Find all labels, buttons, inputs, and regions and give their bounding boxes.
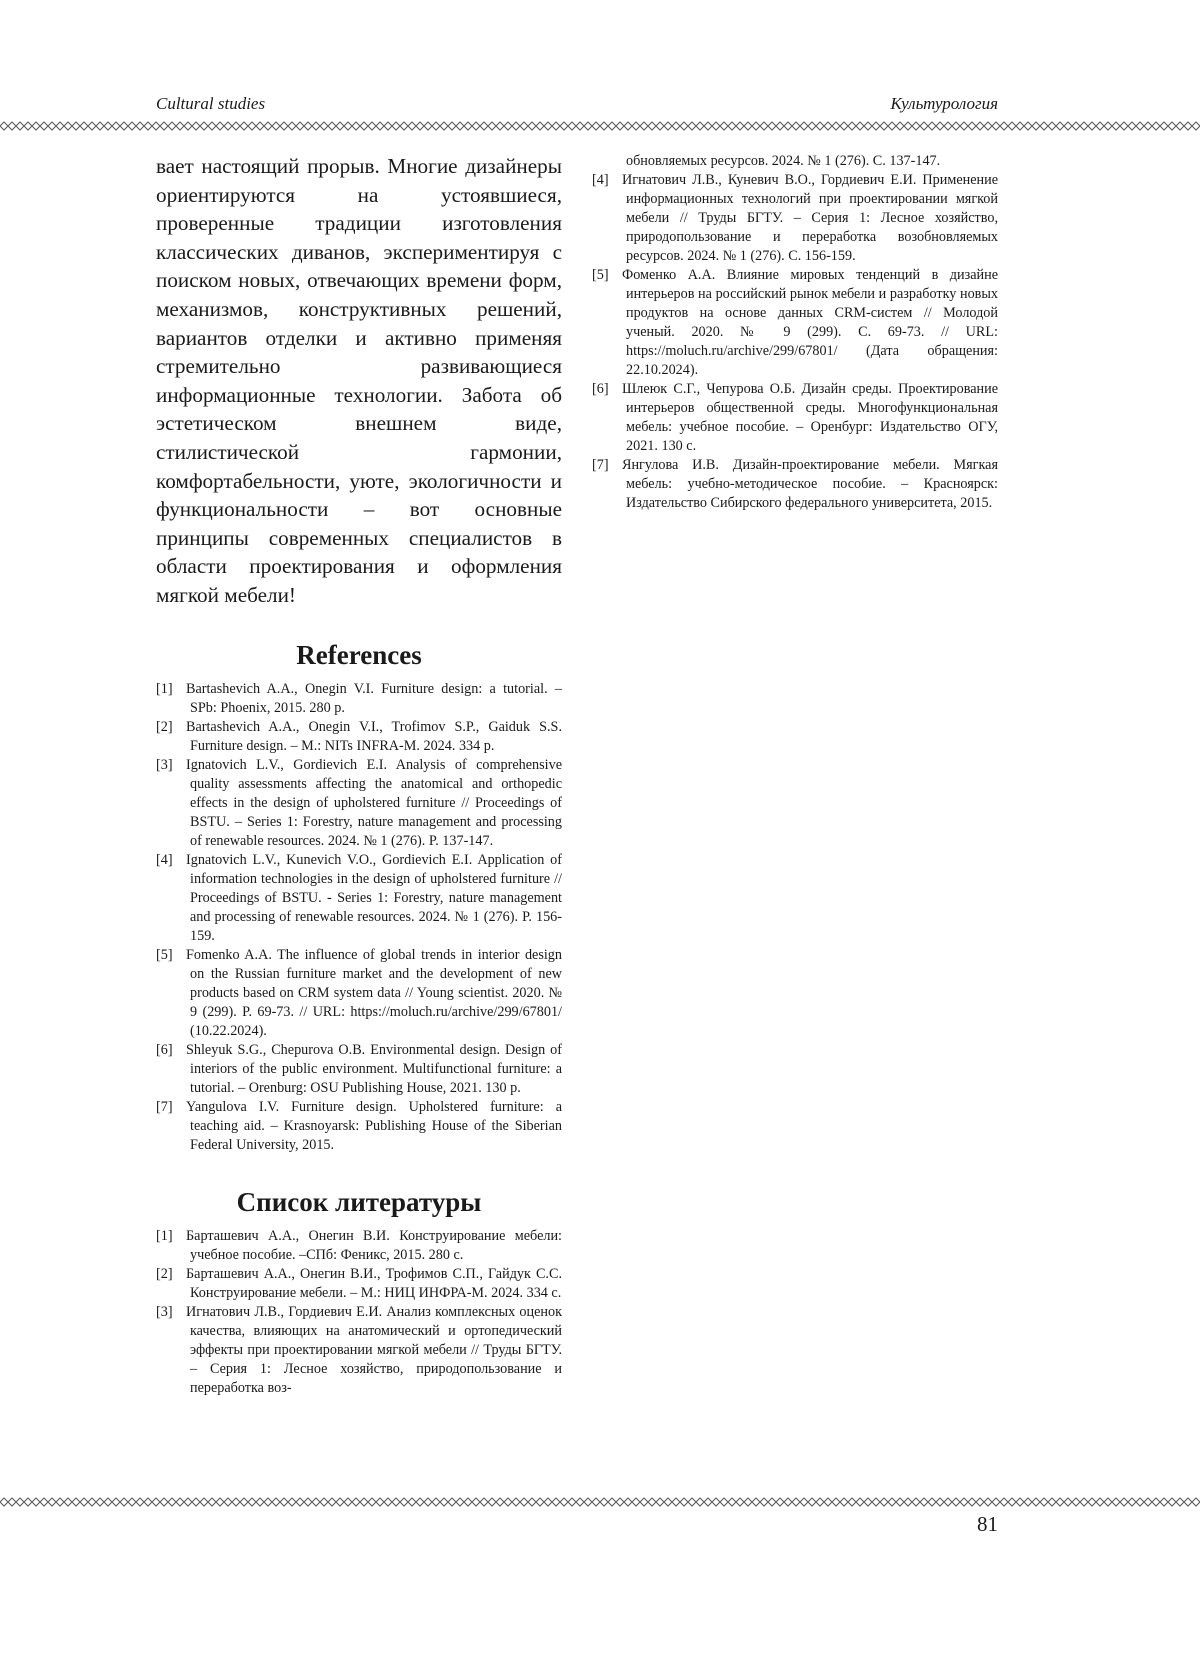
spisok-item: [5] Фоменко А.А. Влияние мировых тенденций в дизайне интерьеров на российский рынок мебели и разработку новых продуктов на основе данных CRM-систем // Молодой ученый. 2020. № 9 (299). С. 69-73. // URL: https://moluch.ru/archive/299/67801/ (Дата обращения: 22.10.2024). [592, 266, 998, 380]
references-list [156, 680, 562, 1155]
reference-item: [7] Yangulova I.V. Furniture design. Upholstered furniture: a teaching aid. – Krasnoyarsk: Publishing House of the Siberian Federal University, 2015. [156, 1098, 562, 1155]
reference-item: [4] Ignatovich L.V., Kunevich V.O., Gordievich E.I. Application of information technologies in the design of upholstered furniture // Proceedings of BSTU. - Series 1: Forestry, nature management and processing of renewable resources. 2024. № 1 (276). P. 156-159. [156, 851, 562, 946]
body-paragraph: вает настоящий прорыв. Многие дизайнеры ориентируются на устоявшиеся, проверенные традиции изготовления классических диванов, экспериментируя с поиском новых, отвечающих времени форм, механизмов, конструктивных решений, вариантов отделки и активно применяя стремительно развивающиеся информационные технологии. Забота об эстетическом внешнем виде, стилистической гармонии, комфортабельности, уюте, экологичности и функциональности – вот основные принципы современных специалистов в области проектирования и оформления мягкой мебели! [156, 152, 562, 610]
spisok-item: [3] Игнатович Л.В., Гордиевич Е.И. Анализ комплексных оценок качества, влияющих на анатомический и ортопедический эффекты при проектировании мягкой мебели // Труды БГТУ. – Серия 1: Лесное хозяйство, природопользование и переработка воз- [156, 1303, 562, 1398]
spisok-title: Список литературы [156, 1185, 562, 1219]
spisok-item: [4] Игнатович Л.В., Куневич В.О., Гордиевич Е.И. Применение информационных технологий при проектировании мягкой мебели // Труды БГТУ. – Серия 1: Лесное хозяйство, природопользование и переработка возобновляемых ресурсов. 2024. № 1 (276). С. 156-159. [592, 171, 998, 266]
reference-item: [3] Ignatovich L.V., Gordievich E.I. Analysis of comprehensive quality assessments affecting the anatomical and orthopedic effects in the design of upholstered furniture // Proceedings of BSTU. – Series 1: Forestry, nature management and processing of renewable resources. 2024. № 1 (276). P. 137-147. [156, 756, 562, 851]
spisok-list [156, 1227, 562, 1398]
right-column [592, 152, 998, 513]
spisok-item-continuation: обновляемых ресурсов. 2024. № 1 (276). С. 137-147. [592, 152, 998, 171]
reference-item: [2] Bartashevich A.A., Onegin V.I., Trofimov S.P., Gaiduk S.S. Furniture design. – M.: NITs INFRA-M. 2024. 334 p. [156, 718, 562, 756]
spisok-item: [2] Барташевич А.А., Онегин В.И., Трофимов С.П., Гайдук С.С. Конструирование мебели. – М.: НИЦ ИНФРА-М. 2024. 334 с. [156, 1265, 562, 1303]
spisok-item: [1] Барташевич А.А., Онегин В.И. Конструирование мебели: учебное пособие. –СПб: Феникс, 2015. 280 с. [156, 1227, 562, 1265]
reference-item: [6] Shleyuk S.G., Chepurova O.B. Environmental design. Design of interiors of the public environment. Multifunctional furniture: a tutorial. – Orenburg: OSU Publishing House, 2021. 130 p. [156, 1041, 562, 1098]
page-number: 81 [977, 1512, 998, 1537]
references-title: References [156, 638, 562, 672]
reference-item: [5] Fomenko A.A. The influence of global trends in interior design on the Russian furniture market and the development of new products based on CRM system data // Young scientist. 2020. № 9 (299). P. 69-73. // URL: https://moluch.ru/archive/299/67801/ (10.22.2024). [156, 946, 562, 1041]
top-ornament-divider [0, 120, 1200, 132]
spisok-item: [6] Шлеюк С.Г., Чепурова О.Б. Дизайн среды. Проектирование интерьеров общественной среды. Многофункциональная мебель: учебное пособие. – Оренбург: Издательство ОГУ, 2021. 130 с. [592, 380, 998, 456]
running-header-right: Культурология [891, 94, 998, 114]
bottom-ornament-divider [0, 1496, 1200, 1508]
reference-item: [1] Bartashevich A.A., Onegin V.I. Furniture design: a tutorial. – SPb: Phoenix, 2015. 280 p. [156, 680, 562, 718]
running-header-left: Cultural studies [156, 94, 265, 114]
left-column [156, 152, 562, 1398]
spisok-list-continued [592, 171, 998, 513]
spisok-item: [7] Янгулова И.В. Дизайн-проектирование мебели. Мягкая мебель: учебно-методическое пособие. – Красноярск: Издательство Сибирского федерального университета, 2015. [592, 456, 998, 513]
